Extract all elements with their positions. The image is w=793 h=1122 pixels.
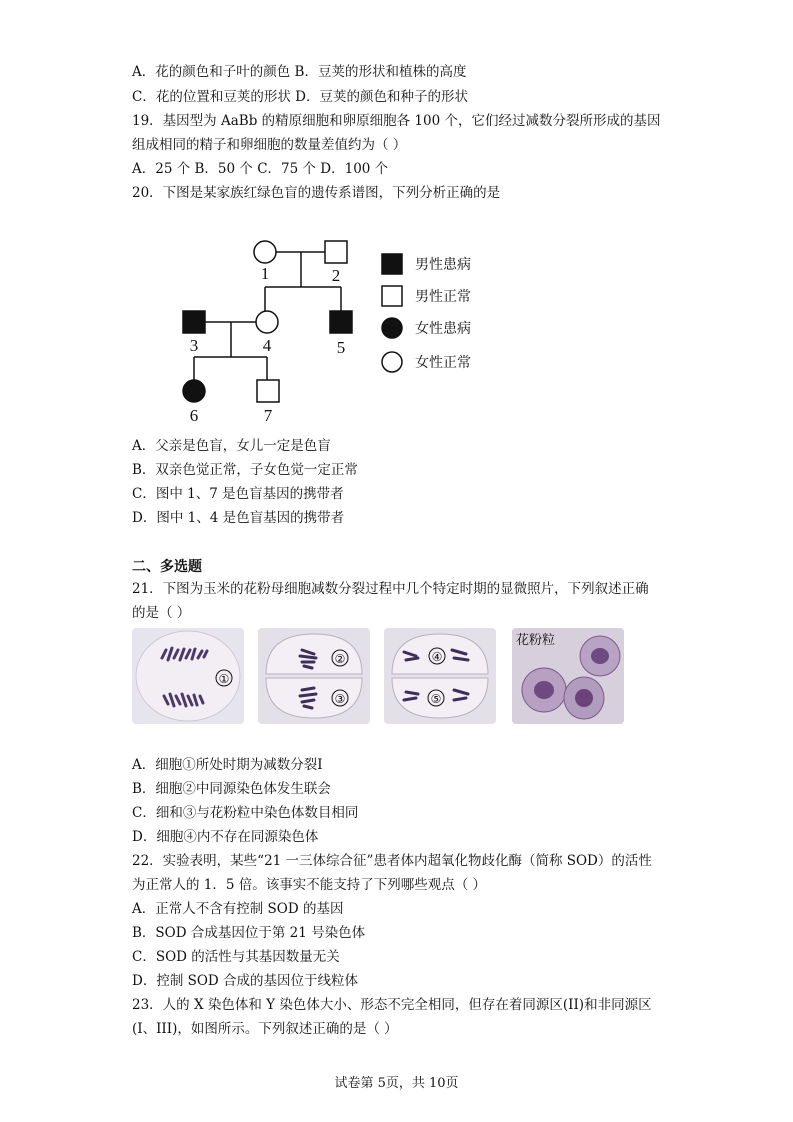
q20-option-c: C．图中 1、7 是色盲基因的携带者	[132, 486, 344, 502]
pedigree-label-1: 1	[260, 264, 270, 283]
pedigree-individual-6	[183, 380, 205, 402]
pedigree-label-7: 7	[263, 406, 273, 425]
pedigree-individual-5	[330, 311, 352, 333]
pedigree-individual-4	[256, 311, 278, 333]
pedigree-label-6: 6	[189, 406, 199, 425]
section-title-multiple-choice: 二、多选题	[132, 559, 202, 575]
q20-option-d: D．图中 1、4 是色盲基因的携带者	[132, 510, 345, 526]
micrograph-label-4: ④	[431, 650, 443, 664]
page-footer: 试卷第 5页，共 10页	[334, 1076, 459, 1091]
legend-affected-male-icon	[382, 254, 402, 274]
legend-label-affected-female: 女性患病	[415, 321, 471, 337]
q21-option-c: C．细和③与花粉粒中染色体数目相同	[132, 805, 359, 821]
q19-options: A．25 个 B．50 个 C．75 个 D．100 个	[132, 161, 389, 177]
legend-label-normal-male: 男性正常	[415, 289, 471, 305]
micrograph-cells-4-5	[384, 628, 496, 724]
micrograph-label-2: ②	[334, 652, 346, 666]
q19-stem-line-2: 组成相同的精子和卵细胞的数量差值约为（ ）	[132, 137, 407, 153]
pedigree-individual-2	[325, 241, 347, 263]
micrograph-cell-1	[132, 628, 244, 724]
q20-stem: 20．下图是某家族红绿色盲的遗传系谱图，下列分析正确的是	[132, 185, 501, 201]
q21-option-d: D．细胞④内不存在同源染色体	[132, 829, 319, 845]
q21-option-a: A．细胞①所处时期为减数分裂I	[132, 757, 323, 773]
q22-option-d: D．控制 SOD 合成的基因位于线粒体	[132, 973, 359, 989]
micrograph-pollen	[512, 628, 624, 724]
q22-stem-line-1: 22．实验表明，某些“21 一三体综合征”患者体内超氧化物歧化酶（简称 SOD）的活性	[132, 853, 652, 869]
pedigree-label-5: 5	[336, 338, 346, 357]
q22-stem-line-2: 为正常人的 1．5 倍。该事实不能支持了下列哪些观点（ ）	[132, 877, 487, 893]
q18-option-line-2: C．花的位置和豆荚的形状 D．豆荚的颜色和种子的形状	[132, 89, 468, 105]
legend-label-normal-female: 女性正常	[415, 355, 471, 371]
legend-label-affected-male: 男性患病	[415, 257, 471, 273]
pedigree-label-3: 3	[189, 336, 199, 355]
legend-affected-female-icon	[382, 318, 402, 338]
q20-option-a: A．父亲是色盲，女儿一定是色盲	[132, 438, 331, 454]
q22-option-a: A．正常人不含有控制 SOD 的基因	[132, 901, 344, 917]
micrograph-cells-2-3	[258, 628, 370, 724]
legend-normal-male-icon	[382, 286, 402, 306]
q19-stem-line-1: 19．基因型为 AaBb 的精原细胞和卵原细胞各 100 个，它们经过减数分裂所形成的基因	[132, 113, 661, 129]
micrograph-label-pollen: 花粉粒	[516, 633, 556, 648]
micrograph-label-5: ⑤	[430, 692, 442, 706]
q22-option-b: B．SOD 合成基因位于第 21 号染色体	[132, 925, 366, 941]
pedigree-label-4: 4	[262, 336, 272, 355]
q22-option-c: C．SOD 的活性与其基因数量无关	[132, 949, 340, 965]
q23-stem-line-1: 23．人的 X 染色体和 Y 染色体大小、形态不完全相同，但存在着同源区(II)和非同源区	[132, 997, 652, 1013]
pedigree-label-2: 2	[331, 266, 341, 285]
q23-stem-line-2: (I、III)，如图所示。下列叙述正确的是（ ）	[132, 1021, 398, 1037]
q20-pedigree-chart	[175, 232, 505, 431]
pedigree-individual-7	[257, 380, 279, 402]
legend-normal-female-icon	[382, 352, 402, 372]
q20-option-b: B．双亲色觉正常，子女色觉一定正常	[132, 462, 358, 478]
pedigree-individual-3	[183, 311, 205, 333]
q21-stem-line-1: 21．下图为玉米的花粉母细胞减数分裂过程中几个特定时期的显微照片，下列叙述正确	[132, 581, 649, 597]
micrograph-label-1: ①	[218, 672, 230, 686]
q21-stem-line-2: 的是（ ）	[132, 605, 191, 621]
pedigree-svg	[175, 232, 505, 427]
micrograph-label-3: ③	[334, 692, 346, 706]
q21-option-b: B．细胞②中同源染色体发生联会	[132, 781, 331, 797]
pedigree-individual-1	[254, 241, 276, 263]
q18-option-line-1: A．花的颜色和子叶的颜色 B．豆荚的形状和植株的高度	[132, 64, 467, 80]
